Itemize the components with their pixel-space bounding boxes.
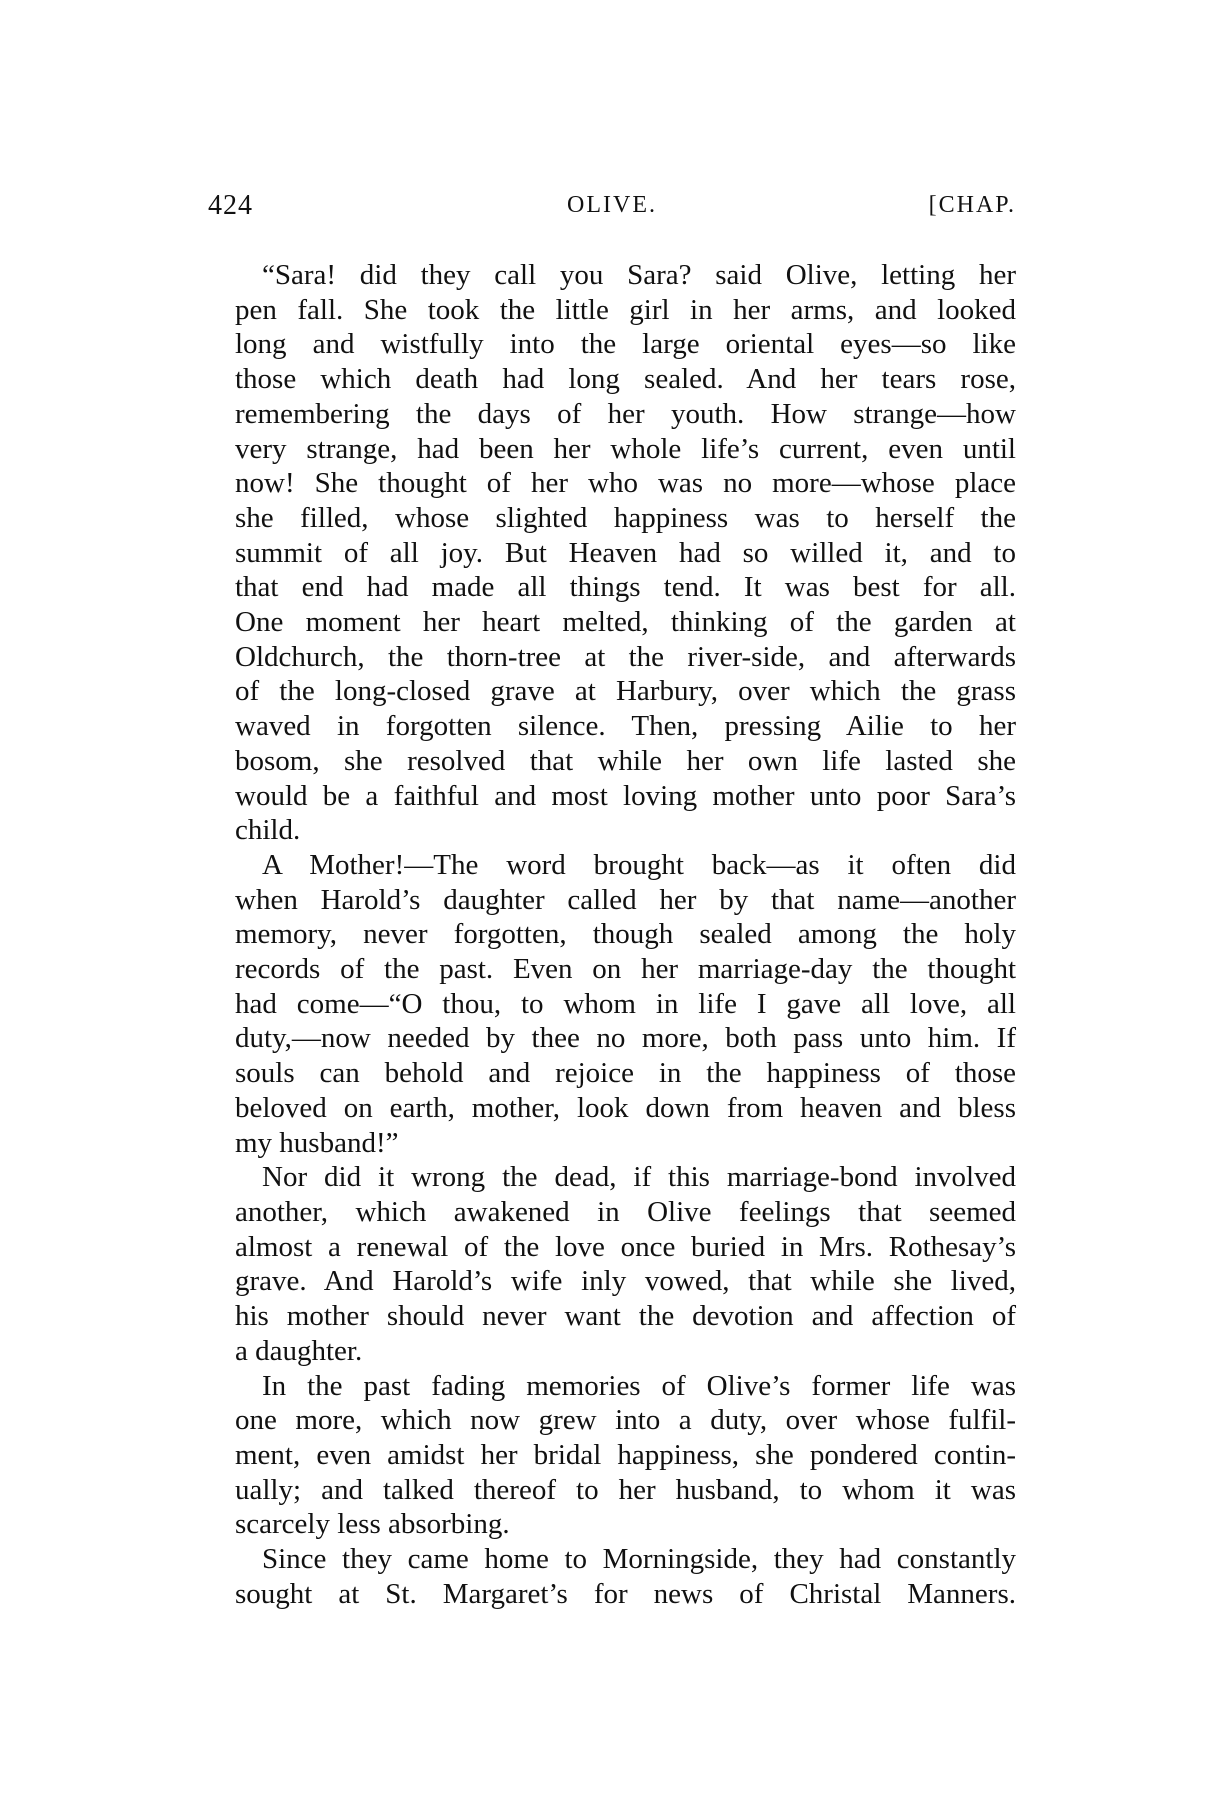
text-line: almost a renewal of the love once buried in Mrs. Rothesay’s bbox=[235, 1230, 1016, 1263]
text-line: bosom, she resolved that while her own life lasted she bbox=[235, 744, 1016, 777]
text-line: of the long-closed grave at Harbury, over which the grass bbox=[235, 675, 1016, 708]
text-line: Nor did it wrong the dead, if this marriage-bond involved bbox=[262, 1161, 1016, 1194]
text-line: A Mother!—The word brought back—as it often did bbox=[262, 848, 1016, 881]
text-line: his mother should never want the devotion and affection of bbox=[235, 1300, 1016, 1333]
text-line: child. bbox=[235, 814, 301, 847]
text-line: In the past fading memories of Olive’s former life was bbox=[262, 1369, 1016, 1402]
text-line: ually; and talked thereof to her husband, to whom it was bbox=[235, 1473, 1016, 1506]
text-line: very strange, had been her whole life’s current, even until bbox=[235, 432, 1016, 465]
chapter-mark: [CHAP. bbox=[928, 192, 1016, 218]
text-line: those which death had long sealed. And her tears rose, bbox=[235, 363, 1016, 396]
text-line: summit of all joy. But Heaven had so willed it, and to bbox=[235, 536, 1016, 569]
text-line: would be a faithful and most loving mother unto poor Sara’s bbox=[235, 779, 1016, 812]
text-line: a daughter. bbox=[235, 1334, 363, 1367]
text-line: she filled, whose slighted happiness was to herself the bbox=[235, 501, 1016, 534]
text-line: remembering the days of her youth. How strange—how bbox=[235, 397, 1016, 430]
text-line: waved in forgotten silence. Then, pressing Ailie to her bbox=[235, 710, 1016, 743]
running-head bbox=[208, 190, 1016, 230]
text-line: scarcely less absorbing. bbox=[235, 1508, 510, 1541]
text-line: that end had made all things tend. It was best for all. bbox=[235, 571, 1016, 604]
chapter-title: OLIVE. bbox=[567, 192, 657, 218]
text-line: duty,—now needed by thee no more, both pass unto him. If bbox=[235, 1022, 1016, 1055]
text-line: pen fall. She took the little girl in her arms, and looked bbox=[235, 293, 1016, 326]
text-line: grave. And Harold’s wife inly vowed, that while she lived, bbox=[235, 1265, 1016, 1298]
text-line: “Sara! did they call you Sara? said Olive, letting her bbox=[262, 259, 1016, 291]
text-line: when Harold’s daughter called her by that name—another bbox=[235, 883, 1016, 916]
text-line: One moment her heart melted, thinking of the garden at bbox=[235, 606, 1016, 639]
text-line: Oldchurch, the thorn-tree at the river-side, and afterwards bbox=[235, 640, 1016, 673]
paragraph-2 bbox=[208, 848, 1016, 1160]
text-line: my husband!” bbox=[235, 1126, 399, 1159]
text-line: now! She thought of her who was no more—whose place bbox=[235, 467, 1016, 500]
text-line: one more, which now grew into a duty, over whose fulfil- bbox=[235, 1404, 1016, 1437]
paragraph-4 bbox=[208, 1369, 1016, 1543]
text-line: Since they came home to Morningside, they had constantly bbox=[262, 1543, 1016, 1576]
page-number: 424 bbox=[208, 190, 253, 221]
text-line: had come—“O thou, to whom in life I gave all love, all bbox=[235, 987, 1016, 1020]
text-line: beloved on earth, mother, look down from heaven and bless bbox=[235, 1091, 1016, 1124]
paragraph-1 bbox=[208, 258, 1016, 848]
text-line: sought at St. Margaret’s for news of Christal Manners. bbox=[235, 1577, 1016, 1610]
body-text bbox=[208, 258, 1016, 1611]
text-line: another, which awakened in Olive feelings that seemed bbox=[235, 1195, 1016, 1228]
text-line: souls can behold and rejoice in the happiness of those bbox=[235, 1057, 1016, 1090]
text-line: ment, even amidst her bridal happiness, she pondered contin- bbox=[235, 1438, 1016, 1471]
paragraph-3 bbox=[208, 1160, 1016, 1368]
text-line: long and wistfully into the large oriental eyes—so like bbox=[235, 328, 1016, 361]
text-line: records of the past. Even on her marriage-day the thought bbox=[235, 953, 1016, 986]
paragraph-5 bbox=[208, 1542, 1016, 1611]
text-line: memory, never forgotten, though sealed among the holy bbox=[235, 918, 1016, 951]
